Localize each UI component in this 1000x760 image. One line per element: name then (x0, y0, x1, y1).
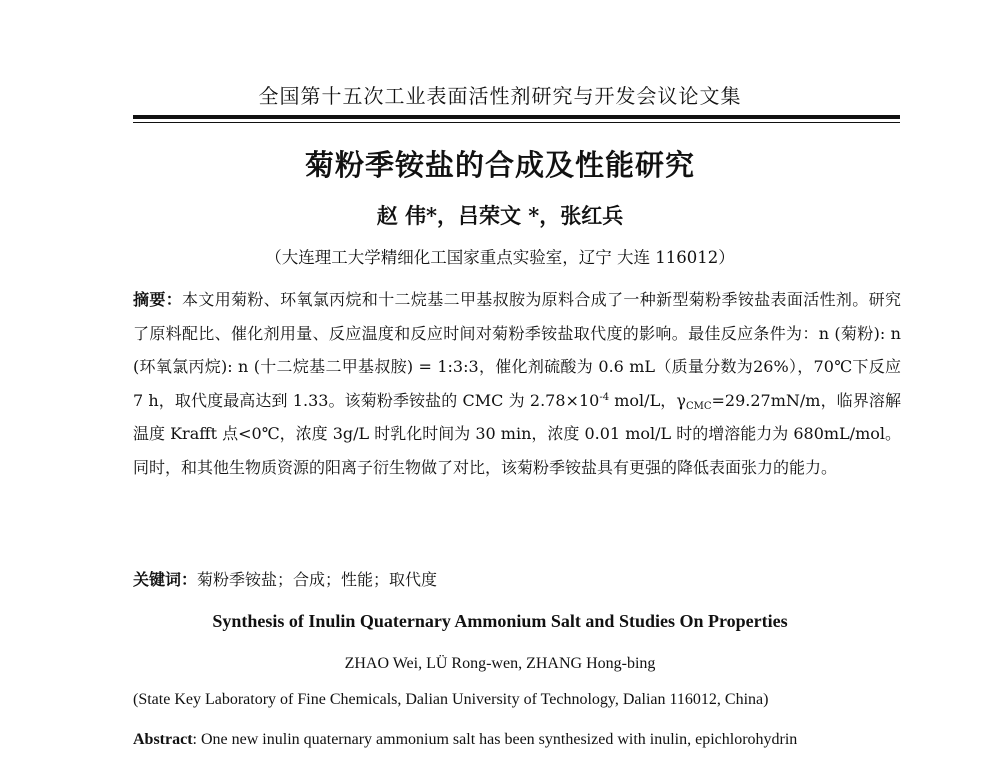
authors-zh: 赵 伟*，吕荣文 *，张红兵 (376, 203, 624, 228)
affiliation-en: (State Key Laboratory of Fine Chemicals, Dalian University of Technology, Dalian 116012, China) (133, 691, 769, 708)
header-rule-thin (133, 122, 900, 123)
abstract-zh-text-3: =29.27mN/m，临界溶解温度 Krafft 点<0℃，浓度 3g/L 时乳化时间为 30 min，浓度 0.01 mol/L 时的增溶能力为 680mL/mol。同时，和其他生物质资源的阳离子衍生物做了对比，该菊粉季铵盐具有更强的降低表面张力的能力。 (133, 390, 901, 477)
keywords-zh-text: 菊粉季铵盐；合成；性能；取代度 (197, 570, 438, 589)
abstract-zh-text-1: 本文用菊粉、环氧氯丙烷和十二烷基二甲基叔胺为原料合成了一种新型菊粉季铵盐表面活性剂。研究了原料配比、催化剂用量、反应温度和反应时间对菊粉季铵盐取代度的影响。最佳反应条件为：n (菊粉): n (环氧氯丙烷): n (十二烷基二甲基叔胺) = 1:3:3，催化剂硫酸为 0.6 mL（质量分数为26%），70℃下反应 7 h，取代度最高达到 1.33。该菊粉季铵盐的 CMC 为 2.78×10 (133, 290, 901, 410)
keywords-zh (133, 567, 437, 590)
paper-title-zh: 菊粉季铵盐的合成及性能研究 (304, 148, 695, 182)
abstract-en-text: : One new inulin quaternary ammonium salt has been synthesized with inulin, epichlorohydrin (192, 731, 798, 748)
cmc-exponent: -4 (599, 391, 610, 403)
header-rule-thick (133, 115, 900, 119)
affiliation-zh: （大连理工大学精细化工国家重点实验室，辽宁 大连 116012） (265, 248, 735, 267)
abstract-en (133, 731, 901, 749)
abstract-zh (133, 283, 901, 485)
paper-title-en: Synthesis of Inulin Quaternary Ammonium Salt and Studies On Properties (212, 611, 788, 631)
proceedings-header: 全国第十五次工业表面活性剂研究与开发会议论文集 (258, 84, 742, 108)
keywords-zh-label: 关键词： (133, 570, 198, 589)
abstract-en-label: Abstract (133, 731, 193, 748)
abstract-zh-label: 摘要： (133, 290, 183, 309)
authors-en: ZHAO Wei, LÜ Rong-wen, ZHANG Hong-bing (344, 655, 656, 672)
gamma-subscript: CMC (685, 400, 712, 412)
abstract-zh-text-2: mol/L，γ (609, 390, 686, 410)
